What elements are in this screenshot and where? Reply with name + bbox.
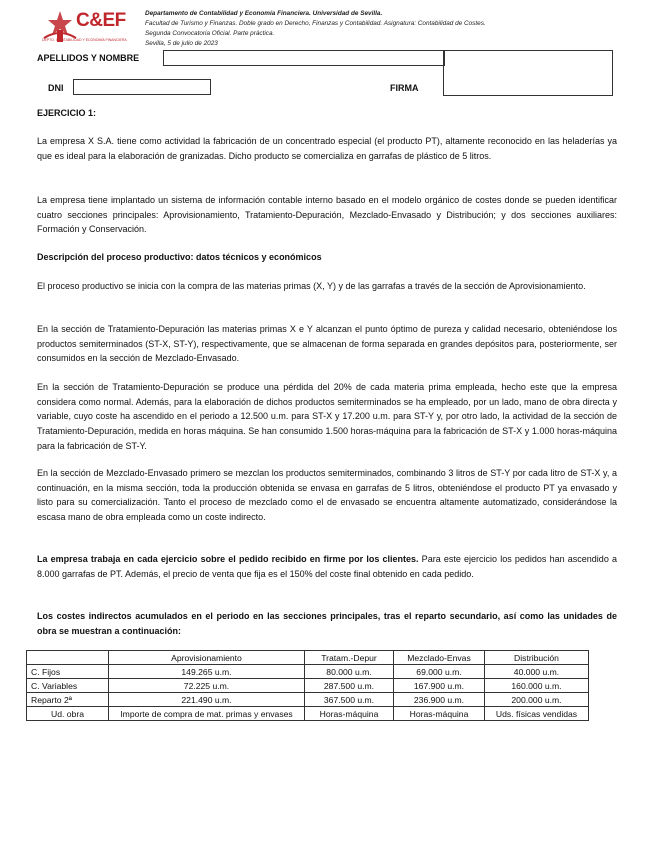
table-cell: Horas-máquina: [305, 707, 394, 721]
logo-text: C&EF: [76, 10, 126, 31]
table-row: [27, 693, 589, 707]
table-cell: 69.000 u.m.: [394, 665, 485, 679]
paragraph-costs-intro: Los costes indirectos acumulados en el periodo en las secciones principales, tras el reparto secundario, así como las unidades de obra se muestran a continuación:: [37, 611, 617, 636]
row-label: C. Fijos: [27, 665, 109, 679]
table-cell: 200.000 u.m.: [485, 693, 589, 707]
table-cell: 160.000 u.m.: [485, 679, 589, 693]
faculty-line: Facultad de Turismo y Finanzas. Doble grado en Derecho, Finanzas y Contabilidad. Asignatura: Contabilidad de Costes.: [145, 20, 486, 27]
paragraph-block-3: [37, 279, 617, 294]
paragraph-orders: [37, 552, 617, 581]
table-cell: 236.900 u.m.: [394, 693, 485, 707]
logo-subtext: DEPTO. CONTABILIDAD Y ECONOMÍA FINANCIERA: [42, 38, 127, 42]
subtitle-block: [37, 250, 617, 265]
table-cell: 72.225 u.m.: [109, 679, 305, 693]
table-cell: 221.490 u.m.: [109, 693, 305, 707]
table-header-cell: Tratam.-Depur: [305, 651, 394, 665]
paragraph-block-8: [37, 609, 617, 638]
header-info: [145, 9, 486, 49]
table-cell: 367.500 u.m.: [305, 693, 394, 707]
paragraph-block-7: [37, 552, 617, 581]
paragraph-process-start: El proceso productivo se inicia con la compra de las materias primas (X, Y) y de las garrafas a través de la sección de Aprovisionamiento.: [37, 281, 586, 291]
table-header-cell: Aprovisionamiento: [109, 651, 305, 665]
table-header-cell: [27, 651, 109, 665]
signature-label: FIRMA: [390, 83, 419, 93]
table-header-cell: Mezclado-Envas: [394, 651, 485, 665]
paragraph-treatment: En la sección de Tratamiento-Depuración las materias primas X e Y alcanzan el punto óptimo de pureza y calidad necesario, obteniéndose los productos semiterminados (ST-X, ST-Y), respectivamente, que se almacenan de forma separada en grandes depósitos para, posteriormente, ser consumidos en la sección de Mezclado-Envasado.: [37, 324, 617, 364]
paragraph-block-2: [37, 193, 617, 237]
costs-table: [26, 650, 589, 721]
orders-bold: La empresa trabaja en cada ejercicio sobre el pedido recibido en firme por los clientes.: [37, 554, 419, 564]
dni-field[interactable]: [73, 79, 211, 95]
paragraph-block-5: [37, 380, 617, 454]
table-cell: 40.000 u.m.: [485, 665, 589, 679]
table-cell: Importe de compra de mat. primas y envases: [109, 707, 305, 721]
table-cell: Uds. físicas vendidas: [485, 707, 589, 721]
dni-label: DNI: [48, 83, 64, 93]
paragraph-sections: La empresa tiene implantado un sistema de información contable interno basado en el modelo orgánico de costes donde se pueden identificar cuatro secciones principales: Aprovisionamiento, Tratamiento-Depuración, Mezclado-Envasado y Distribución; y dos secciones auxiliares: Formación y Conservación.: [37, 195, 617, 235]
process-subtitle: Descripción del proceso productivo: datos técnicos y económicos: [37, 252, 322, 262]
department-logo: [40, 8, 140, 48]
paragraph-block-6: [37, 466, 617, 525]
exercise-body: [37, 106, 617, 121]
paragraph-block-4: [37, 322, 617, 366]
row-label: Reparto 2ª: [27, 693, 109, 707]
table-header-row: [27, 651, 589, 665]
name-field[interactable]: [163, 50, 445, 66]
paragraph-mixing: En la sección de Mezclado-Envasado primero se mezclan los productos semiterminados, combinando 3 litros de ST-Y por cada litro de ST-X y, a continuación, en la misma sección, toda la producción obtenida se envasa en garrafas de 5 litros, obteniéndose el producto PT ya envasado y listo para su comercialización. Tanto el proceso de mezclado como el de envasado se encuentra altamente automatizado, considerándose la escasa mano de obra empleada como un coste indirecto.: [37, 468, 617, 523]
paragraph-block-1: [37, 134, 617, 163]
table-cell: 287.500 u.m.: [305, 679, 394, 693]
table-cell: 167.900 u.m.: [394, 679, 485, 693]
table-row: [27, 679, 589, 693]
table-cell: 149.265 u.m.: [109, 665, 305, 679]
orders-rest: Para este ejercicio los pedidos han ascendido a 8.000 garrafas de PT. Además, el precio de venta que fija es el 150% del coste final obtenido en cada pedido.: [37, 554, 617, 579]
table-header-cell: Distribución: [485, 651, 589, 665]
name-label: APELLIDOS Y NOMBRE: [37, 53, 140, 63]
table-row: [27, 707, 589, 721]
call-line: Segunda Convocatoria Oficial. Parte práctica.: [145, 30, 275, 37]
department-line: Departamento de Contabilidad y Economía Financiera. Universidad de Sevilla.: [145, 10, 383, 17]
row-label: Ud. obra: [27, 707, 109, 721]
table-row: [27, 665, 589, 679]
signature-box[interactable]: [443, 50, 613, 96]
exercise-title: EJERCICIO 1:: [37, 108, 97, 118]
paragraph-intro: La empresa X S.A. tiene como actividad la fabricación de un concentrado especial (el producto PT), altamente reconocido en las heladerías ya que es ideal para la elaboración de granizadas. Dicho producto se comercializa en garrafas de plástico de 5 litros.: [37, 136, 617, 161]
table-cell: Horas-máquina: [394, 707, 485, 721]
row-label: C. Variables: [27, 679, 109, 693]
paragraph-loss: En la sección de Tratamiento-Depuración se produce una pérdida del 20% de cada materia prima empleada, hecho este que la empresa considera como normal. Además, para la elaboración de dichos productos semiterminados se ha empleado, por un lado, mano de obra directa y variable, cuyo coste ha ascendido en el periodo a 12.500 u.m. para ST-X y 17.200 u.m. para ST-Y y, por otro lado, la actividad de la sección de Tratamiento-Depuración, medida en horas máquina. Se han consumido 1.500 horas-máquina para la fabricación de ST-X y 1.000 horas-máquina para la fabricación de ST-Y.: [37, 382, 617, 451]
date-line: Sevilla, 5 de julio de 2023: [145, 40, 218, 47]
table-cell: 80.000 u.m.: [305, 665, 394, 679]
